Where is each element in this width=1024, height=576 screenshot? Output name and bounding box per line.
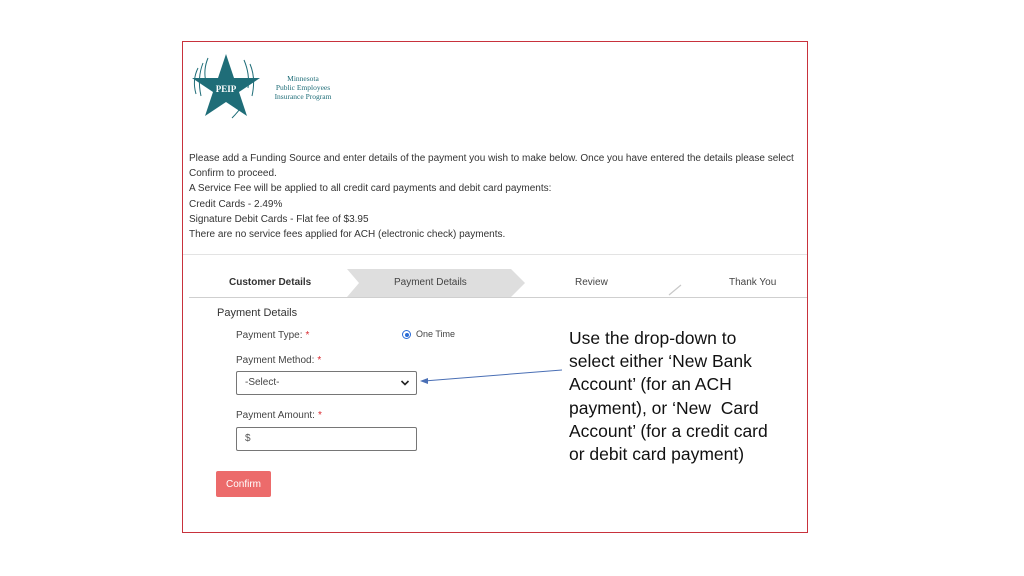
logo-acronym: PEIP (215, 84, 237, 94)
instruction-line: Credit Cards - 2.49% (189, 198, 283, 210)
step-customer-details: Customer Details (229, 277, 312, 288)
required-asterisk: * (305, 330, 310, 341)
payment-amount-value: $ (245, 433, 251, 444)
instruction-line: A Service Fee will be applied to all credit card payments and debit card payments: (189, 183, 552, 195)
instruction-line: There are no service fees applied for ACH (electronic check) payments. (189, 229, 506, 241)
payment-type-label (236, 330, 309, 341)
instructions-text (189, 151, 801, 242)
logo-name-line: Minnesota (287, 74, 319, 83)
payment-method-label (236, 355, 321, 366)
callout-line: payment), or ‘New Card (569, 397, 759, 418)
callout-line: Account’ (for an ACH (569, 374, 732, 395)
annotation-callout (569, 327, 809, 466)
step-thank-you: Thank You (729, 277, 777, 288)
confirm-button[interactable]: Confirm (216, 471, 271, 497)
payment-amount-input[interactable] (236, 427, 417, 451)
section-divider (183, 254, 807, 255)
callout-line: Account’ (for a credit card (569, 420, 768, 441)
logo-name-line: Public Employees (275, 83, 331, 92)
payment-type-label-text: Payment Type: (236, 330, 303, 341)
step-review: Review (575, 277, 608, 288)
callout-line: Use the drop-down to (569, 328, 737, 348)
payment-method-label-text: Payment Method: (236, 355, 315, 366)
one-time-radio[interactable] (402, 330, 411, 339)
instruction-line: Please add a Funding Source and enter details of the payment you wish to make below. Once you have entered the details please select (189, 153, 794, 164)
callout-line: or debit card payment) (569, 444, 745, 465)
payment-amount-label (236, 410, 322, 421)
peip-logo (188, 48, 338, 120)
step-separator-icon (667, 277, 689, 297)
required-asterisk: * (317, 355, 322, 366)
required-asterisk: * (317, 410, 322, 421)
payment-method-select[interactable] (236, 371, 417, 395)
callout-line: select either ‘New Bank (569, 351, 752, 372)
steps-underline (189, 297, 807, 298)
payment-amount-label-text: Payment Amount: (236, 410, 315, 421)
logo-name-line: Insurance Program (274, 92, 332, 101)
instruction-line: Signature Debit Cards - Flat fee of $3.95 (189, 213, 369, 225)
chevron-down-icon (400, 378, 410, 388)
payment-details-heading: Payment Details (217, 307, 298, 319)
payment-method-selected-value: -Select- (245, 377, 280, 388)
progress-steps (189, 269, 807, 297)
one-time-radio-label[interactable]: One Time (416, 329, 456, 339)
instruction-line: Confirm to proceed. (189, 168, 277, 180)
step-payment-details: Payment Details (394, 277, 467, 288)
logo-name (271, 74, 335, 101)
